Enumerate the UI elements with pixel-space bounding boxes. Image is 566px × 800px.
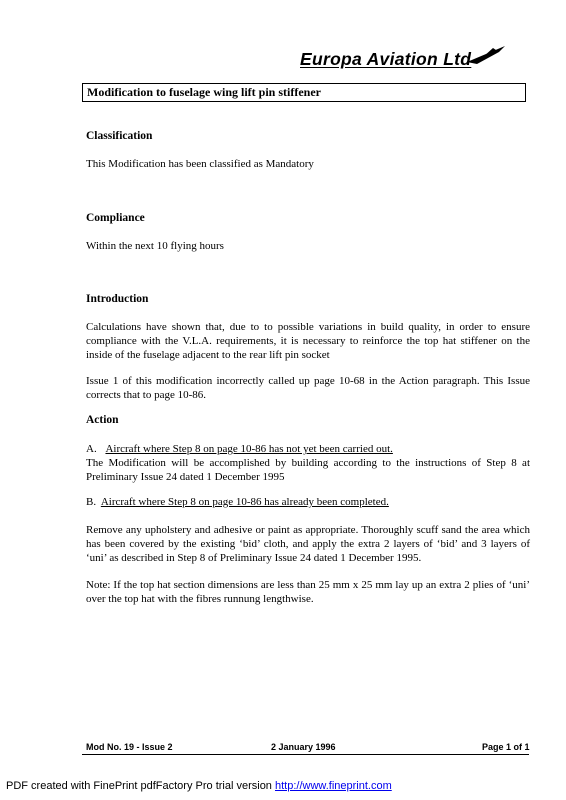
company-logo [300, 44, 507, 70]
footer-page-number: Page 1 of 1 [482, 742, 530, 752]
pdf-banner [6, 780, 392, 792]
action-b-prefix: B. [86, 496, 97, 508]
classification-text: This Modification has been classified as Mandatory [86, 158, 314, 170]
action-b-text: Remove any upholstery and adhesive or paint as appropriate. Thoroughly scuff sand the area which has been covered by the existing ‘bid’ cloth, and apply the extra 2 layers of ‘bid’ and 3 layers of ‘uni’ as described in Step 8 of Preliminary Issue 24 dated 1 December 1995. [86, 524, 530, 564]
compliance-text: Within the next 10 flying hours [86, 240, 224, 252]
introduction-paragraph-1: Calculations have shown that, due to to possible variations in build quality, in order to ensure compliance with the V.L.A. requirements, it is necessary to reinforce the top hat stiffener on the inside of the fuselage adjacent to the rear lift pin socket [86, 321, 530, 361]
aircraft-icon [465, 44, 507, 66]
footer-date: 2 January 1996 [271, 742, 336, 752]
action-a-title-text: Aircraft where Step 8 on page 10-86 has not yet been carried out. [105, 443, 393, 455]
introduction-heading: Introduction [86, 293, 149, 305]
action-a-prefix: A. [86, 443, 97, 455]
footer-divider [82, 754, 529, 755]
pdf-banner-text: PDF created with FinePrint pdfFactory Pro trial version [6, 780, 275, 792]
action-a-text: The Modification will be accomplished by building according to the instructions of Step 8 at Preliminary Issue 24 dated 1 December 1995 [86, 457, 530, 483]
footer-mod-number: Mod No. 19 - Issue 2 [86, 742, 173, 752]
company-logo-text: Europa Aviation Ltd [300, 49, 472, 69]
action-b-title [86, 495, 530, 509]
action-a-title [86, 442, 530, 456]
action-b-title-text: Aircraft where Step 8 on page 10-86 has already been completed. [100, 496, 389, 508]
compliance-heading: Compliance [86, 212, 145, 224]
document-title: Modification to fuselage wing lift pin stiffener [82, 83, 526, 102]
action-note: Note: If the top hat section dimensions are less than 25 mm x 25 mm lay up an extra 2 plies of ‘uni’ over the top hat with the fibres runnung lengthwise. [86, 579, 530, 605]
classification-heading: Classification [86, 130, 153, 142]
introduction-paragraph-2: Issue 1 of this modification incorrectly called up page 10-68 in the Action paragraph. This Issue corrects that to page 10-86. [86, 375, 530, 401]
pdf-banner-link[interactable]: http://www.fineprint.com [274, 780, 392, 792]
action-heading: Action [86, 414, 119, 426]
